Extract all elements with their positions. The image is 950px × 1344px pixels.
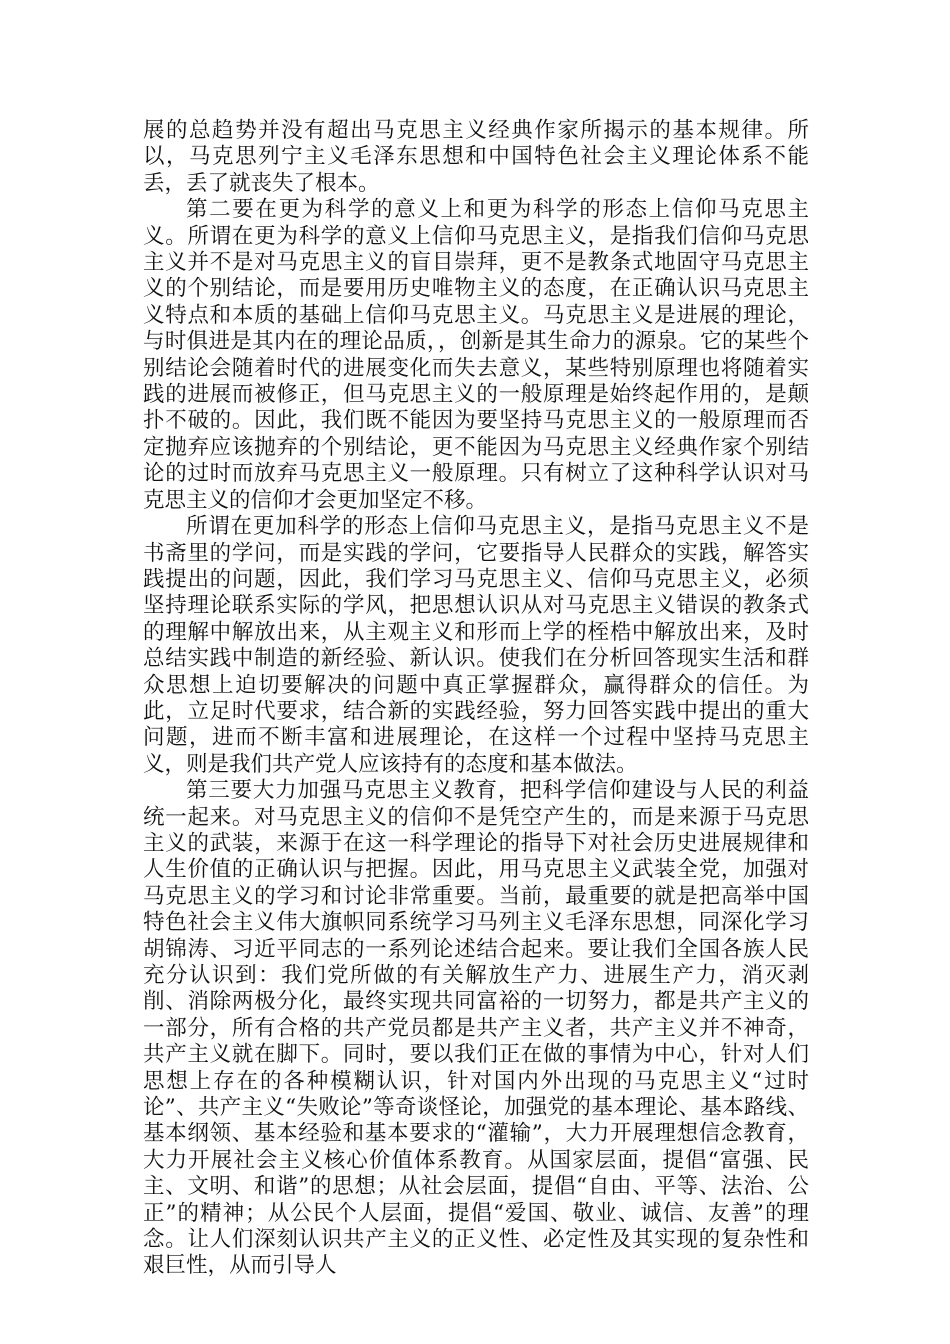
paragraph-second-point: 第二要在更为科学的意义上和更为科学的形态上信仰马克思主义。所谓在更为科学的意义上信仰马克思主义，是指我们信仰马克思主义并不是对马克思主义的盲目崇拜，更不是教条式地固守马克思主义的个别结论，而是要用历史唯物主义的态度，在正确认识马克思主义特点和本质的基础上信仰马克思主义。马克思主义是进展的理论，与时俱进是其内在的理论品质，，创新是其生命力的源泉。它的某些个别结论会随着时代的进展变化而失去意义，某些特别原理也将随着实践的进展而被修正，但马克思主义的一般原理是始终起作用的，是颠扑不破的。因此，我们既不能因为要坚持马克思主义的一般原理而否定抛弃应该抛弃的个别结论，更不能因为马克思主义经典作家个别结论的过时而放弃马克思主义一般原理。只有树立了这种科学认识对马克思主义的信仰才会更加坚定不移。 (143, 197, 809, 513)
paragraph-continuation: 展的总趋势并没有超出马克思主义经典作家所揭示的基本规律。所以，马克思列宁主义毛泽东思想和中国特色社会主义理论体系不能丢，丢了就丧失了根本。 (143, 118, 809, 196)
paragraph-scientific-form: 所谓在更加科学的形态上信仰马克思主义，是指马克思主义不是书斋里的学问，而是实践的学问，它要指导人民群众的实践，解答实践提出的问题，因此，我们学习马克思主义、信仰马克思主义，必须坚持理论联系实际的学风，把思想认识从对马克思主义错误的教条式的理解中解放出来，从主观主义和形而上学的桎梏中解放出来，及时总结实践中制造的新经验、新认识。使我们在分析回答现实生活和群众思想上迫切要解决的问题中真正掌握群众，赢得群众的信任。为此，立足时代要求，结合新的实践经验，努力回答实践中提出的重大问题，进而不断丰富和进展理论，在这样一个过程中坚持马克思主义，则是我们共产党人应该持有的态度和基本做法。 (143, 514, 809, 777)
document-page (143, 118, 809, 1280)
paragraph-third-point: 第三要大力加强马克思主义教育，把科学信仰建设与人民的利益统一起来。对马克思主义的信仰不是凭空产生的，而是来源于马克思主义的武装，来源于在这一科学理论的指导下对社会历史进展规律和人生价值的正确认识与把握。因此，用马克思主义武装全党，加强对马克思主义的学习和讨论非常重要。当前，最重要的就是把高举中国特色社会主义伟大旗帜同系统学习马列主义毛泽东思想，同深化学习胡锦涛、习近平同志的一系列论述结合起来。要让我们全国各族人民充分认识到：我们党所做的有关解放生产力、进展生产力，消灭剥削、消除两极分化，最终实现共同富裕的一切努力，都是共产主义的一部分，所有合格的共产党员都是共产主义者，共产主义并不神奇，共产主义就在脚下。同时，要以我们正在做的事情为中心，针对人们思想上存在的各种模糊认识，针对国内外出现的马克思主义“过时论”、共产主义“失败论”等奇谈怪论，加强党的基本理论、基本路线、基本纲领、基本经验和基本要求的“灌输”，大力开展理想信念教育，大力开展社会主义核心价值体系教育。从国家层面，提倡“富强、民主、文明、和谐”的思想；从社会层面，提倡“自由、平等、法治、公正”的精神；从公民个人层面，提倡“爱国、敬业、诚信、友善”的理念。让人们深刻认识共产主义的正义性、必定性及其实现的复杂性和艰巨性，从而引导人 (143, 778, 809, 1279)
